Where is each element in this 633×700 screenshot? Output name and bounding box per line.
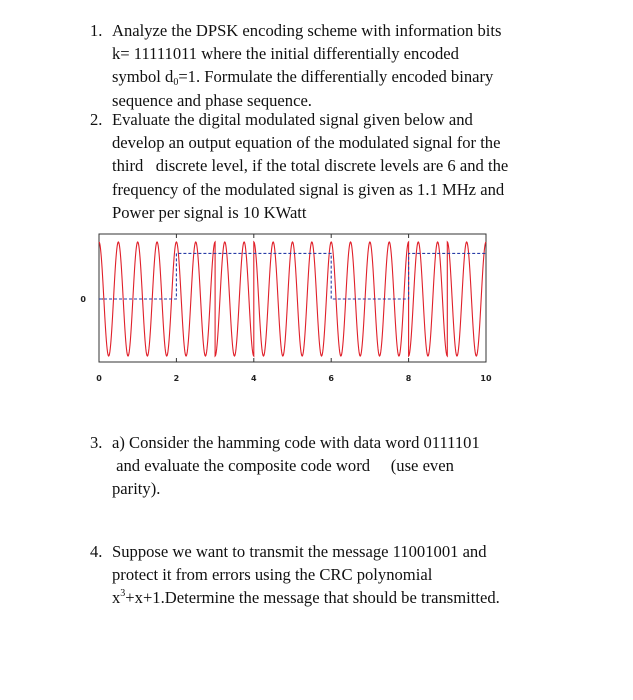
- question-4-number: 4.: [90, 542, 103, 561]
- question-3-line-2: and evaluate the composite code word (use even: [112, 456, 454, 476]
- modulated-signal-chart: [80, 226, 500, 396]
- question-4-text-1: Suppose we want to transmit the message 11001001 and: [112, 542, 487, 561]
- question-3: [90, 431, 590, 501]
- question-3-line-3: parity).: [112, 479, 161, 499]
- question-2-text-1: Evaluate the digital modulated signal given below and: [112, 110, 473, 129]
- question-4-line-3: [90, 586, 590, 609]
- digital-level-line: [99, 253, 486, 299]
- question-1-number: 1.: [90, 21, 103, 40]
- question-2-line-1: [90, 108, 590, 131]
- question-2-number: 2.: [90, 110, 103, 129]
- question-1-line-4: sequence and phase sequence.: [112, 90, 312, 110]
- modulated-signal-line: [99, 242, 486, 356]
- question-1: [90, 19, 590, 112]
- question-3-line-1: [90, 431, 590, 454]
- question-4-superscript: 3: [120, 588, 126, 600]
- question-1-line-3: [90, 65, 590, 88]
- question-2-line-4: frequency of the modulated signal is given as 1.1 MHz and: [112, 179, 505, 199]
- y-tick-label: 0: [80, 295, 86, 304]
- question-4: [90, 540, 590, 610]
- question-2-line-2: develop an output equation of the modulated signal for the: [112, 133, 501, 153]
- question-4-text-3b: +x+1.Determine the message that should be transmitted.: [125, 588, 500, 608]
- question-1-text-1: Analyze the DPSK encoding scheme with information bits: [112, 21, 502, 40]
- question-4-line-2: protect it from errors using the CRC polynomial: [112, 565, 433, 585]
- question-2-line-5: Power per signal is 10 KWatt: [112, 202, 307, 222]
- x-tick-label: 8: [405, 374, 412, 383]
- question-1-subscript: 0: [173, 77, 179, 89]
- question-4-text-3a: x: [112, 588, 121, 608]
- x-tick-label: 0: [96, 374, 102, 383]
- question-3-text-1: a) Consider the hamming code with data word 0111101: [112, 433, 480, 452]
- question-1-text-3a: symbol d: [112, 67, 174, 87]
- x-tick-label: 2: [173, 374, 180, 383]
- x-tick-label: 4: [251, 374, 257, 383]
- modulated-signal-plot: [80, 226, 500, 396]
- question-3-number: 3.: [90, 433, 103, 452]
- question-1-line-1: [90, 19, 590, 42]
- x-tick-label: 6: [328, 374, 334, 383]
- question-2: [90, 108, 590, 224]
- question-4-line-1: [90, 540, 590, 563]
- question-1-text-3b: =1. Formulate the differentially encoded binary: [178, 67, 494, 87]
- x-tick-label: 10: [480, 374, 492, 383]
- question-2-line-3: third discrete level, if the total discrete levels are 6 and the: [112, 156, 509, 176]
- question-1-line-2: k= 11111011 where the initial differentially encoded: [112, 44, 459, 64]
